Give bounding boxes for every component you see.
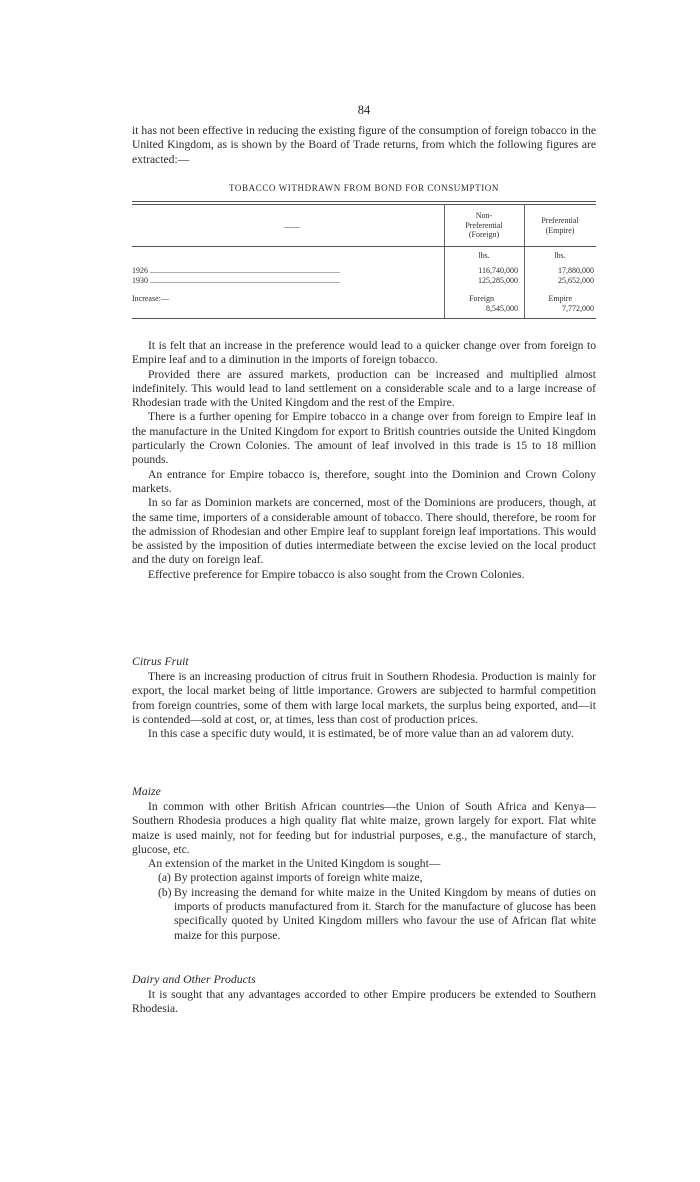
table-caption: TOBACCO WITHDRAWN FROM BOND FOR CONSUMPTION bbox=[228, 183, 500, 193]
body-paragraph: In so far as Dominion markets are concerned, most of the Dominions are producers, though, at the same time, importers of a considerable amount of tobacco. There should, therefore, be room for the admission of Rhodesian and other Empire leaf to supplant foreign leaf importations. This would be assisted by the imposition of duties intermediate between the excise levied on the local product and the duty on foreign leaf. bbox=[132, 496, 596, 567]
maize-section bbox=[132, 800, 596, 943]
body-paragraph: There is an increasing production of citrus fruit in Southern Rhodesia. Production is mainly for export, the local market being of little importance. Growers are subjected to harmful competition from foreign countries, some of them with large local markets, the surplus being exported, and—it is contended—sold at cost, or, at times, less than cost of production prices. bbox=[132, 670, 596, 726]
leader-dots: ............................................................................................... bbox=[148, 276, 340, 285]
table-cell-foreign: 125,285,000 bbox=[478, 276, 518, 285]
list-item bbox=[132, 886, 596, 943]
section-heading-citrus: Citrus Fruit bbox=[132, 654, 189, 668]
table-increase-empire-label: Empire bbox=[548, 294, 572, 303]
list-marker: (a) bbox=[158, 871, 171, 885]
intro-paragraph: it has not been effective in reducing the existing figure of the consumption of foreign tobacco in the United Kingdom, as is shown by the Board of Trade returns, from which the following figures are extracted:— bbox=[132, 124, 596, 166]
section-heading-dairy: Dairy and Other Products bbox=[132, 972, 256, 986]
table-row-label: 1930 ............................................................................................... bbox=[132, 276, 340, 285]
table-increase-foreign-value: 8,545,000 bbox=[486, 304, 518, 313]
table-cell-empire: 25,652,000 bbox=[558, 276, 594, 285]
table-top-rule-inner bbox=[132, 204, 596, 205]
table-top-rule bbox=[132, 201, 596, 202]
table-increase-foreign-label: Foreign bbox=[469, 294, 494, 303]
list-item bbox=[132, 871, 596, 885]
list-intro: An extension of the market in the United Kingdom is sought— bbox=[148, 857, 441, 871]
page-number: 84 bbox=[357, 103, 371, 117]
table-cell-foreign: 116,740,000 bbox=[478, 266, 518, 275]
leader-dots: ............................................................................................... bbox=[148, 266, 340, 275]
table-increase-empire-value: 7,772,000 bbox=[562, 304, 594, 313]
table-increase-label: Increase:— bbox=[132, 294, 169, 303]
body-paragraph: It is felt that an increase in the preference would lead to a quicker change over from foreign to Empire leaf and to a diminution in the imports of foreign tobacco. bbox=[132, 339, 596, 367]
section-heading-maize: Maize bbox=[132, 784, 161, 798]
table-unit-empire: lbs. bbox=[554, 251, 566, 260]
table-stub-header: —— bbox=[284, 222, 300, 231]
list-item-text: By increasing the demand for white maize in the United Kingdom by means of duties on imports of products manufactured from it. Starch for the manufacture of glucose has been specifically quoted by United Kingdom millers who favour the use of African flat white maize for this purpose. bbox=[174, 885, 596, 942]
list-marker: (b) bbox=[158, 885, 172, 899]
table-col-header-empire: Preferential (Empire) bbox=[541, 216, 579, 235]
citrus-section bbox=[132, 670, 596, 741]
table-cell-empire: 17,880,000 bbox=[558, 266, 594, 275]
body-paragraph: In this case a specific duty would, it is estimated, be of more value than an ad valorem duty. bbox=[148, 727, 574, 741]
body-paragraph: An entrance for Empire tobacco is, therefore, sought into the Dominion and Crown Colony markets. bbox=[132, 467, 596, 495]
body-paragraph: It is sought that any advantages accorded to other Empire producers be extended to Southern Rhodesia. bbox=[132, 988, 596, 1016]
table-row-label: 1926 ............................................................................................... bbox=[132, 266, 340, 275]
body-paragraph: In common with other British African countries—the Union of South Africa and Kenya—Southern Rhodesia produces a high quality flat white maize, grown largely for export. Flat white maize is used mainly, not for feeding but for industrial purposes, e.g., the manufacture of starch, glucose, etc. bbox=[132, 800, 596, 856]
list-item-text: By protection against imports of foreign white maize, bbox=[174, 871, 423, 885]
table-col-header-foreign: Non- Preferential (Foreign) bbox=[465, 211, 503, 239]
table-unit-foreign: lbs. bbox=[478, 251, 490, 260]
body-paragraph: There is a further opening for Empire tobacco in a change over from foreign to Empire leaf in the manufacture in the United Kingdom for export to British countries outside the United Kingdom particularly the Crown Colonies. The amount of leaf involved in this trade is 15 to 18 million pounds. bbox=[132, 410, 596, 467]
body-paragraph: Provided there are assured markets, production can be increased and multiplied almost indefinitely. This would lead to land settlement on a considerable scale and to a large increase of Rhodesian trade with the United Kingdom and the rest of the Empire. bbox=[132, 367, 596, 410]
table-bottom-rule bbox=[132, 318, 596, 319]
maize-list bbox=[132, 871, 596, 942]
body-paragraph: Effective preference for Empire tobacco is also sought from the Crown Colonies. bbox=[148, 567, 525, 581]
table-header-rule bbox=[132, 246, 596, 247]
tobacco-section bbox=[132, 339, 596, 582]
